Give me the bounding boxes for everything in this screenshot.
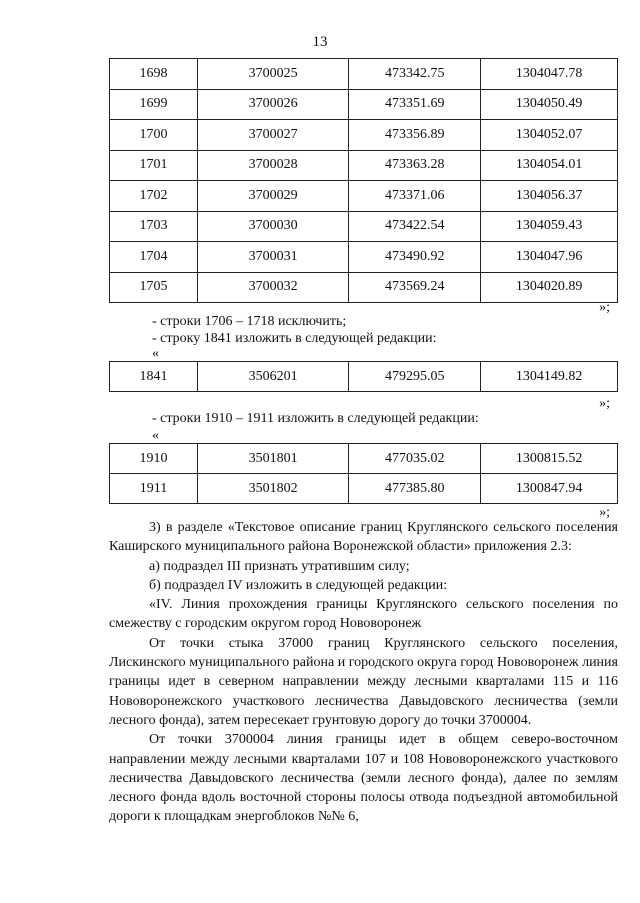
table-cell: 473569.24 [349, 272, 481, 303]
rows-1910-table-body [110, 444, 618, 504]
table-cell: 1911 [110, 474, 198, 504]
table-cell: 473342.75 [349, 59, 481, 90]
closing-quote: »; [599, 505, 610, 520]
table-cell: 1704 [110, 242, 198, 273]
table-cell: 3700031 [198, 242, 349, 273]
table-cell: 1702 [110, 181, 198, 212]
table-cell: 477385.80 [349, 474, 481, 504]
closing-quote: »; [599, 396, 610, 411]
table-cell: 1304054.01 [481, 150, 618, 181]
table-cell: 1300847.94 [481, 474, 618, 504]
paragraph-subsection-heading: «IV. Линия прохождения границы Круглянского сельского поселения по смежеству с городским округом город Нововоронеж [109, 597, 618, 632]
paragraph-boundary-1: От точки стыка 37000 границ Круглянского сельского поселения, Лискинского муниципального района и городского округа город Нововоронеж линия границы идет в северном направлении между лесными кварталами 115 и 116 Нововоронежского участкового лесничества Давыдовского лесничества (земли лесного фонда), затем пересекает грунтовую дорогу до точки 3700004. [109, 635, 618, 728]
exclude-rows-line: - строки 1706 – 1718 исключить; [152, 314, 347, 329]
table-cell: 1698 [110, 59, 198, 90]
page-number: 13 [312, 34, 328, 50]
table-cell: 3700027 [198, 120, 349, 151]
table-cell: 3700029 [198, 181, 349, 212]
opening-quote: « [152, 428, 159, 443]
table-cell: 3700026 [198, 89, 349, 120]
table-row [110, 211, 618, 242]
amend-row-1841-line: - строку 1841 изложить в следующей редакции: [152, 331, 437, 346]
table-cell: 1304059.43 [481, 211, 618, 242]
table-cell: 1700 [110, 120, 198, 151]
table-cell: 473422.54 [349, 211, 481, 242]
table-row [110, 272, 618, 303]
body-text [109, 518, 618, 827]
table-row [110, 89, 618, 120]
table-row [110, 444, 618, 474]
paragraph-item-b: б) подраздел IV изложить в следующей редакции: [149, 577, 448, 593]
paragraph-item-a: а) подраздел III признать утратившим силу; [149, 558, 410, 574]
coordinates-table [109, 58, 618, 303]
table-cell: 1304056.37 [481, 181, 618, 212]
table-cell: 1304149.82 [481, 362, 618, 392]
table-cell: 1304052.07 [481, 120, 618, 151]
rows-1910-table [109, 443, 618, 504]
table-cell: 473356.89 [349, 120, 481, 151]
table-cell: 1701 [110, 150, 198, 181]
row-1841-table-body [110, 362, 618, 392]
table-cell: 477035.02 [349, 444, 481, 474]
table-cell: 473371.06 [349, 181, 481, 212]
coordinates-table-body [110, 59, 618, 303]
table-cell: 3501801 [198, 444, 349, 474]
table-row [110, 59, 618, 90]
paragraph-section-3: 3) в разделе «Текстовое описание границ Круглянского сельского поселения Каширского муниципального района Воронежской области» приложения 2.3: [109, 520, 618, 555]
table-cell: 3506201 [198, 362, 349, 392]
table-cell: 3700028 [198, 150, 349, 181]
table-cell: 1841 [110, 362, 198, 392]
table-row [110, 120, 618, 151]
amend-rows-1910-line: - строки 1910 – 1911 изложить в следующей редакции: [152, 411, 479, 426]
table-cell: 473351.69 [349, 89, 481, 120]
table-row [110, 362, 618, 392]
table-cell: 1304047.78 [481, 59, 618, 90]
table-row [110, 242, 618, 273]
table-cell: 1705 [110, 272, 198, 303]
table-cell: 479295.05 [349, 362, 481, 392]
table-cell: 1304047.96 [481, 242, 618, 273]
table-cell: 1703 [110, 211, 198, 242]
table-row [110, 150, 618, 181]
table-cell: 1304020.89 [481, 272, 618, 303]
table-cell: 3501802 [198, 474, 349, 504]
table-cell: 1300815.52 [481, 444, 618, 474]
table-cell: 3700032 [198, 272, 349, 303]
table-cell: 473490.92 [349, 242, 481, 273]
table-cell: 1910 [110, 444, 198, 474]
table-cell: 473363.28 [349, 150, 481, 181]
table-cell: 1304050.49 [481, 89, 618, 120]
paragraph-boundary-2: От точки 3700004 линия границы идет в общем северо-восточном направлении между лесными кварталами 107 и 108 Нововоронежского участкового лесничества Давыдовского лесничества (земли лесного фонда), далее по землям лесного фонда вдоль восточной стороны полосы отвода подъездной автомобильной дороги к площадкам энергоблоков №№ 6, [109, 732, 618, 825]
row-1841-table [109, 361, 618, 392]
closing-quote: »; [599, 300, 610, 315]
table-row [110, 181, 618, 212]
table-cell: 3700030 [198, 211, 349, 242]
table-cell: 1699 [110, 89, 198, 120]
table-row [110, 474, 618, 504]
opening-quote: « [152, 346, 159, 361]
table-cell: 3700025 [198, 59, 349, 90]
